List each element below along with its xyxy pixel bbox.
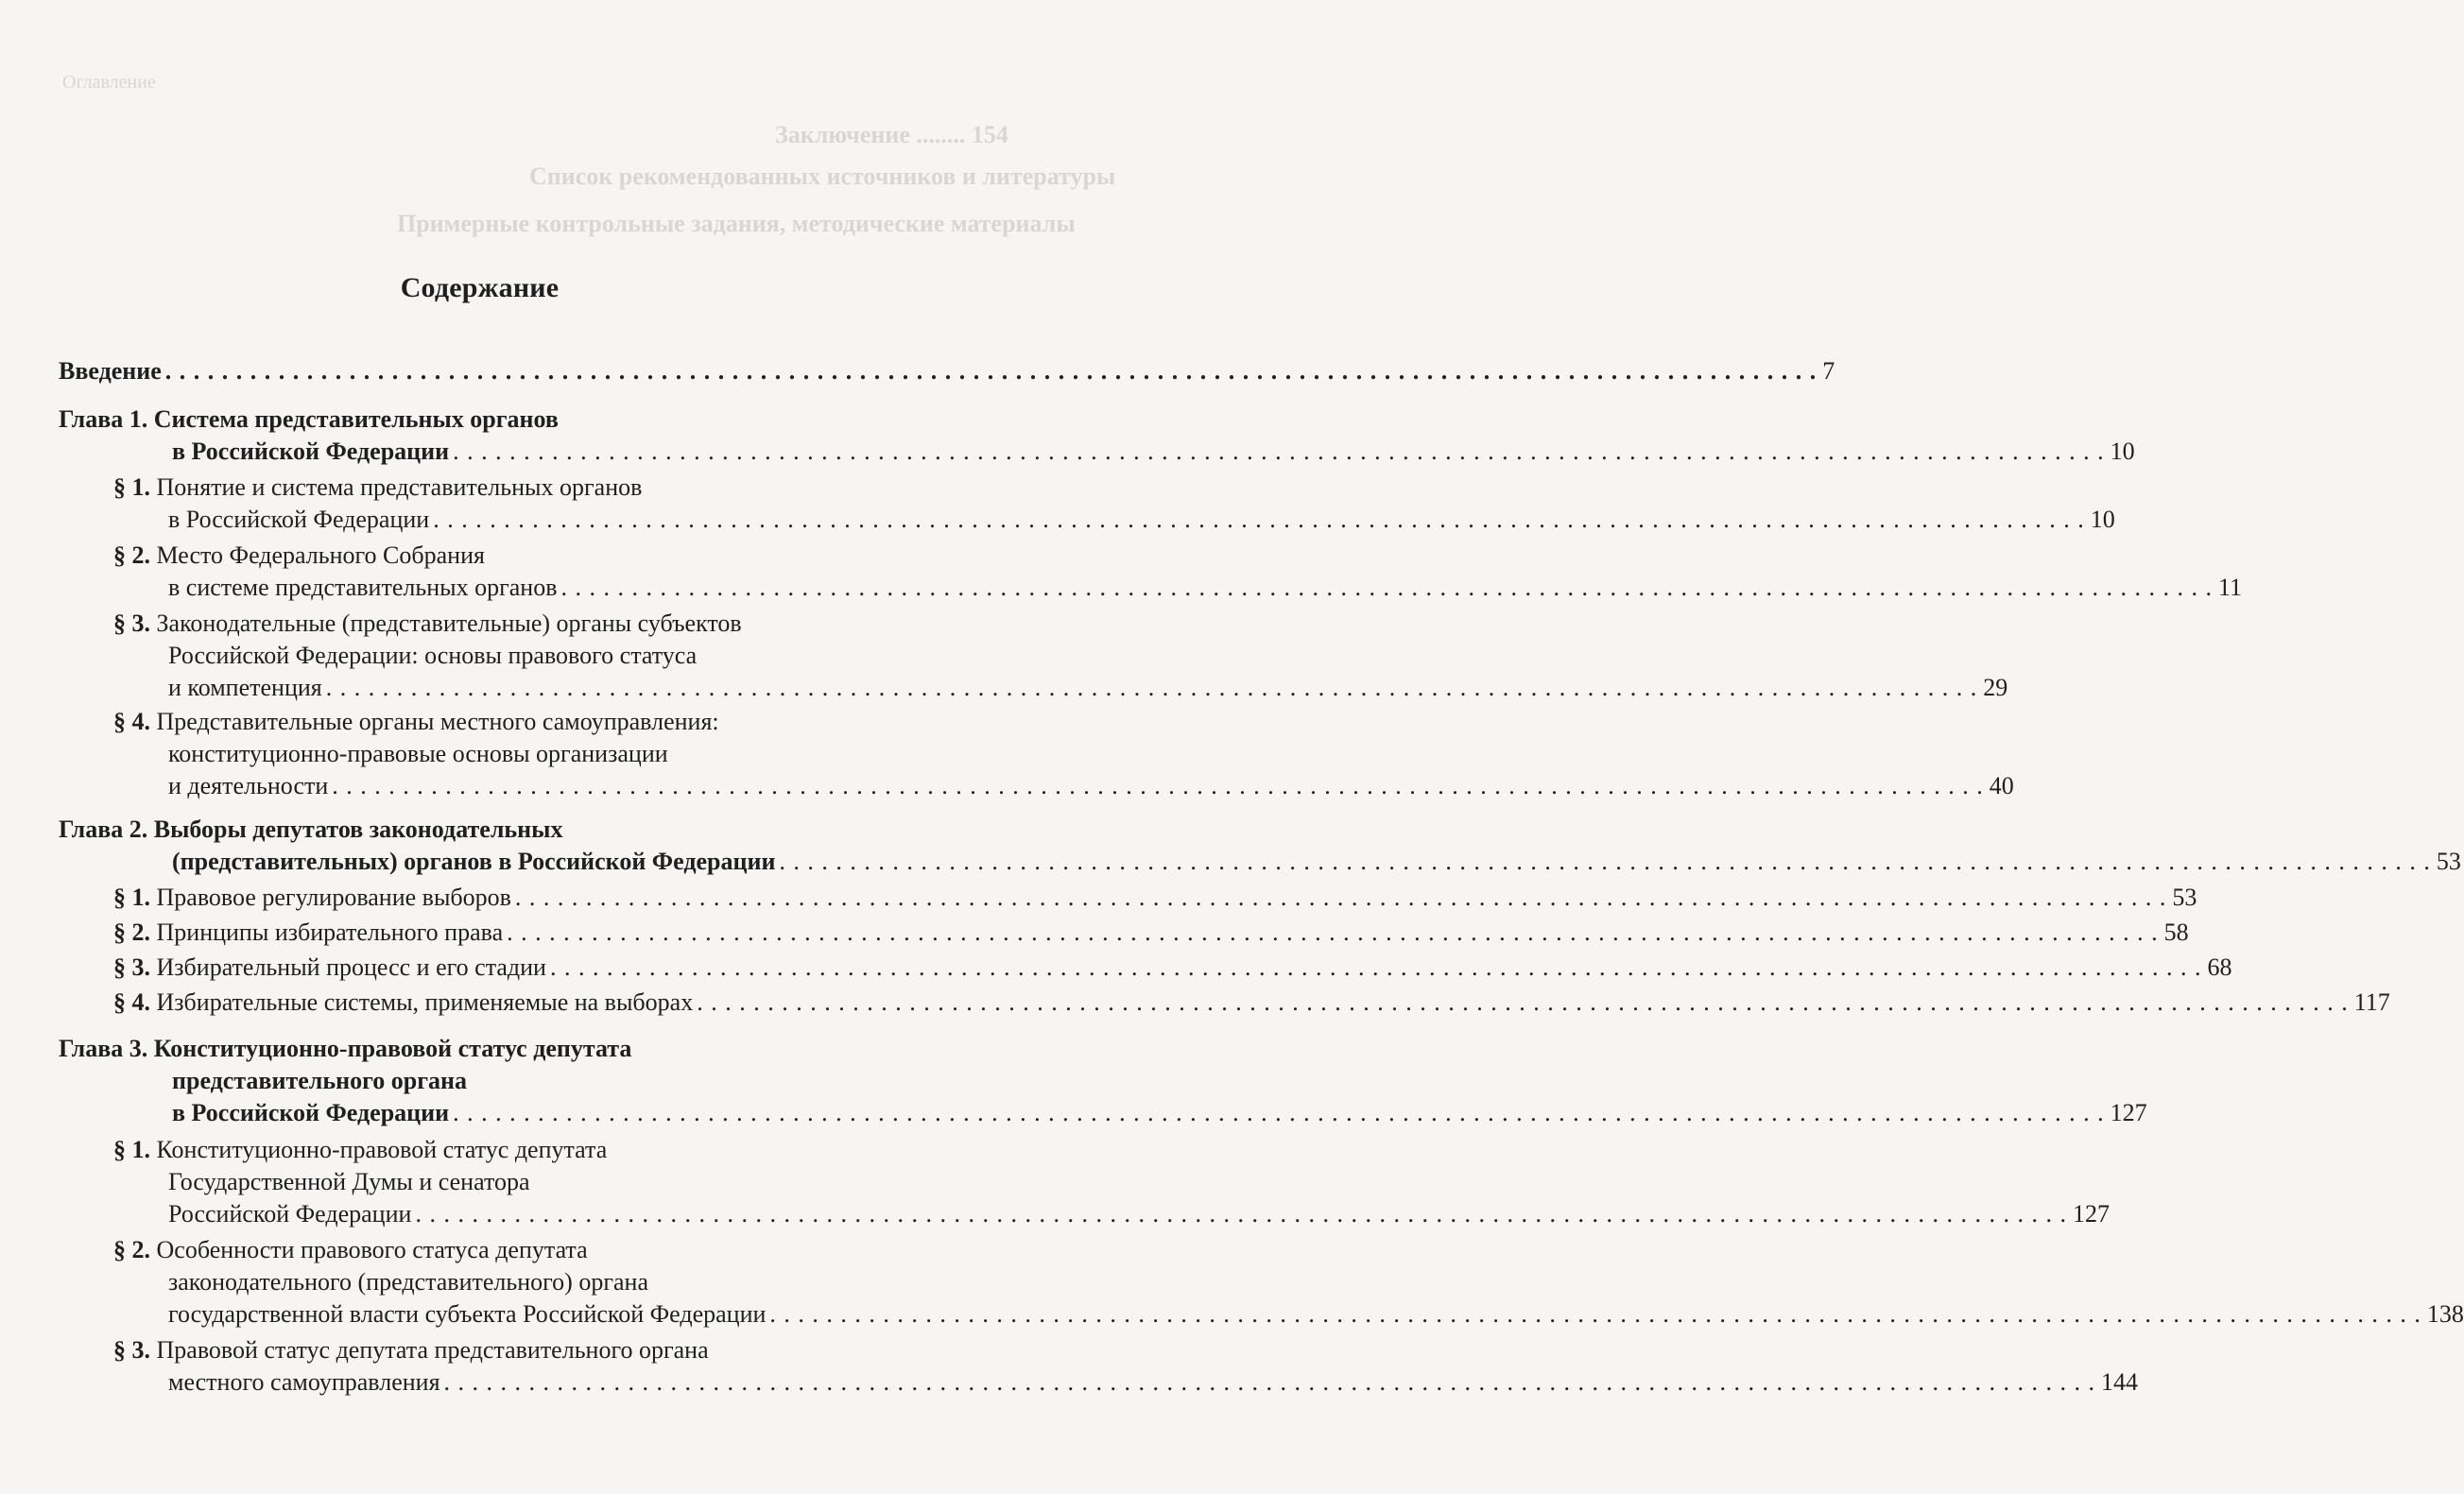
toc-entry-label: Введение — [59, 357, 162, 385]
section-1-4-line — [168, 738, 668, 770]
toc-page-number: 144 — [2101, 1368, 2139, 1396]
section-mark: § 3. — [113, 610, 150, 637]
section-title-line: и компетенция — [168, 674, 322, 701]
leader-dots — [444, 1366, 2096, 1399]
section-title-line: Представительные органы местного самоуправления: — [156, 708, 719, 735]
bleed-through-text: Заключение ........ 154 — [775, 121, 1008, 148]
leader-dots — [560, 572, 2213, 604]
chapter-label: Глава 3. — [59, 1035, 148, 1062]
toc-page-number: 117 — [2353, 988, 2390, 1016]
chapter-label: Глава 2. — [59, 816, 148, 843]
section-title-line: в Российской Федерации — [168, 506, 430, 533]
toc-page-number: 29 — [1983, 674, 2008, 701]
toc-page-number: 138 — [2426, 1300, 2464, 1328]
section-3-2-end[interactable] — [168, 1298, 2464, 1331]
leader-dots — [507, 917, 2159, 949]
section-mark: § 4. — [113, 708, 150, 735]
chapter-3-heading-line — [172, 1065, 467, 1097]
leader-dots — [453, 1097, 2105, 1129]
section-2-4[interactable] — [113, 987, 2390, 1019]
section-title-line: Правовой статус депутата представительного органа — [156, 1336, 709, 1364]
chapter-title-line: (представительных) органов в Российской Федерации — [172, 848, 776, 875]
section-3-3[interactable] — [113, 1334, 709, 1366]
section-1-2[interactable] — [113, 540, 485, 572]
chapter-title-line: в Российской Федерации — [172, 1099, 450, 1126]
chapter-title-line: Выборы депутатов законодательных — [153, 816, 563, 843]
chapter-title-line: Конституционно-правовой статус депутата — [153, 1035, 632, 1062]
toc-page-number: 127 — [2072, 1200, 2110, 1228]
section-title-line: Особенности правового статуса депутата — [156, 1236, 588, 1263]
section-title-line: Правовое регулирование выборов — [156, 884, 511, 911]
bleed-through-text: Примерные контрольные задания, методические материалы — [397, 210, 1076, 237]
leader-dots — [515, 882, 2167, 914]
chapter-2-heading[interactable] — [59, 814, 562, 846]
leader-dots — [453, 436, 2105, 468]
leader-dots — [433, 504, 2085, 536]
section-title-line: Избирательный процесс и его стадии — [156, 953, 546, 981]
section-3-2[interactable] — [113, 1234, 588, 1266]
section-mark: § 1. — [113, 473, 150, 501]
leader-dots — [769, 1298, 2421, 1331]
section-1-1[interactable] — [113, 472, 642, 504]
section-title-line: конституционно-правовые основы организации — [168, 740, 668, 767]
section-mark: § 2. — [113, 541, 150, 569]
leader-dots — [415, 1198, 2067, 1230]
chapter-1-heading[interactable] — [59, 404, 559, 436]
toc-page-number: 58 — [2163, 919, 2189, 946]
toc-entry-introduction[interactable] — [59, 355, 1835, 387]
section-2-3[interactable] — [113, 952, 2232, 984]
section-mark: § 1. — [113, 1136, 150, 1163]
section-title-line: Российской Федерации — [168, 1200, 412, 1228]
section-title-line: Избирательные системы, применяемые на выборах — [156, 988, 694, 1016]
section-1-3-end[interactable] — [168, 672, 2008, 704]
toc-page-number: 53 — [2172, 884, 2197, 911]
chapter-title-line: представительного органа — [172, 1067, 467, 1094]
section-title-line: местного самоуправления — [168, 1368, 440, 1396]
section-1-4[interactable] — [113, 706, 719, 738]
leader-dots — [779, 846, 2431, 878]
section-3-2-line — [168, 1266, 648, 1298]
toc-page-number: 10 — [2110, 438, 2135, 465]
section-title-line: Принципы избирательного права — [156, 919, 504, 946]
chapter-title-line: Система представительных органов — [153, 405, 559, 433]
toc-page-number: 11 — [2217, 574, 2243, 601]
section-title-line: Государственной Думы и сенатора — [168, 1168, 530, 1195]
section-title-line: законодательного (представительного) органа — [168, 1268, 648, 1296]
chapter-2-heading-end[interactable] — [172, 846, 2461, 878]
page-title: Содержание — [400, 272, 560, 303]
chapter-1-heading-end[interactable] — [172, 436, 2135, 468]
section-mark: § 1. — [113, 884, 150, 911]
section-mark: § 2. — [113, 1236, 150, 1263]
leader-dots — [332, 770, 1984, 802]
section-mark: § 2. — [113, 919, 150, 946]
leader-dots — [550, 952, 2202, 984]
section-2-2[interactable] — [113, 917, 2189, 949]
leader-dots — [697, 987, 2349, 1019]
section-1-4-end[interactable] — [168, 770, 2014, 802]
chapter-3-heading[interactable] — [59, 1033, 631, 1065]
section-1-3[interactable] — [113, 608, 742, 640]
toc-page-number: 10 — [2090, 506, 2115, 533]
section-1-3-line — [168, 640, 697, 672]
chapter-3-heading-end[interactable] — [172, 1097, 2147, 1129]
section-title-line: Понятие и система представительных органов — [156, 473, 643, 501]
section-title-line: в системе представительных органов — [168, 574, 558, 601]
section-mark: § 4. — [113, 988, 150, 1016]
section-1-1-end[interactable] — [168, 504, 2115, 536]
section-3-3-end[interactable] — [168, 1366, 2139, 1399]
section-1-2-end[interactable] — [168, 572, 2243, 604]
section-mark: § 3. — [113, 1336, 150, 1364]
leader-dots — [165, 355, 1818, 387]
section-3-1-line — [168, 1166, 530, 1198]
section-title-line: государственной власти субъекта Российской Федерации — [168, 1300, 767, 1328]
section-title-line: Место Федерального Собрания — [156, 541, 485, 569]
chapter-label: Глава 1. — [59, 405, 148, 433]
toc-page-number: 53 — [2436, 848, 2461, 875]
section-title-line: и деятельности — [168, 772, 329, 799]
section-title-line: Конституционно-правовой статус депутата — [156, 1136, 608, 1163]
bleed-through-text: Оглавление — [62, 72, 156, 93]
section-title-line: Российской Федерации: основы правового статуса — [168, 642, 698, 669]
section-3-1[interactable] — [113, 1134, 607, 1166]
leader-dots — [326, 672, 1978, 704]
section-mark: § 3. — [113, 953, 150, 981]
toc-page-number: 7 — [1822, 357, 1835, 385]
toc-page-number: 68 — [2207, 953, 2232, 981]
toc-page-number: 40 — [1989, 772, 2014, 799]
toc-page-number: 127 — [2110, 1099, 2147, 1126]
section-2-1[interactable] — [113, 882, 2197, 914]
bleed-through-text: Список рекомендованных источников и литературы — [529, 163, 1116, 190]
section-3-1-end[interactable] — [168, 1198, 2110, 1230]
chapter-title-line: в Российской Федерации — [172, 438, 450, 465]
section-title-line: Законодательные (представительные) органы субъектов — [156, 610, 742, 637]
